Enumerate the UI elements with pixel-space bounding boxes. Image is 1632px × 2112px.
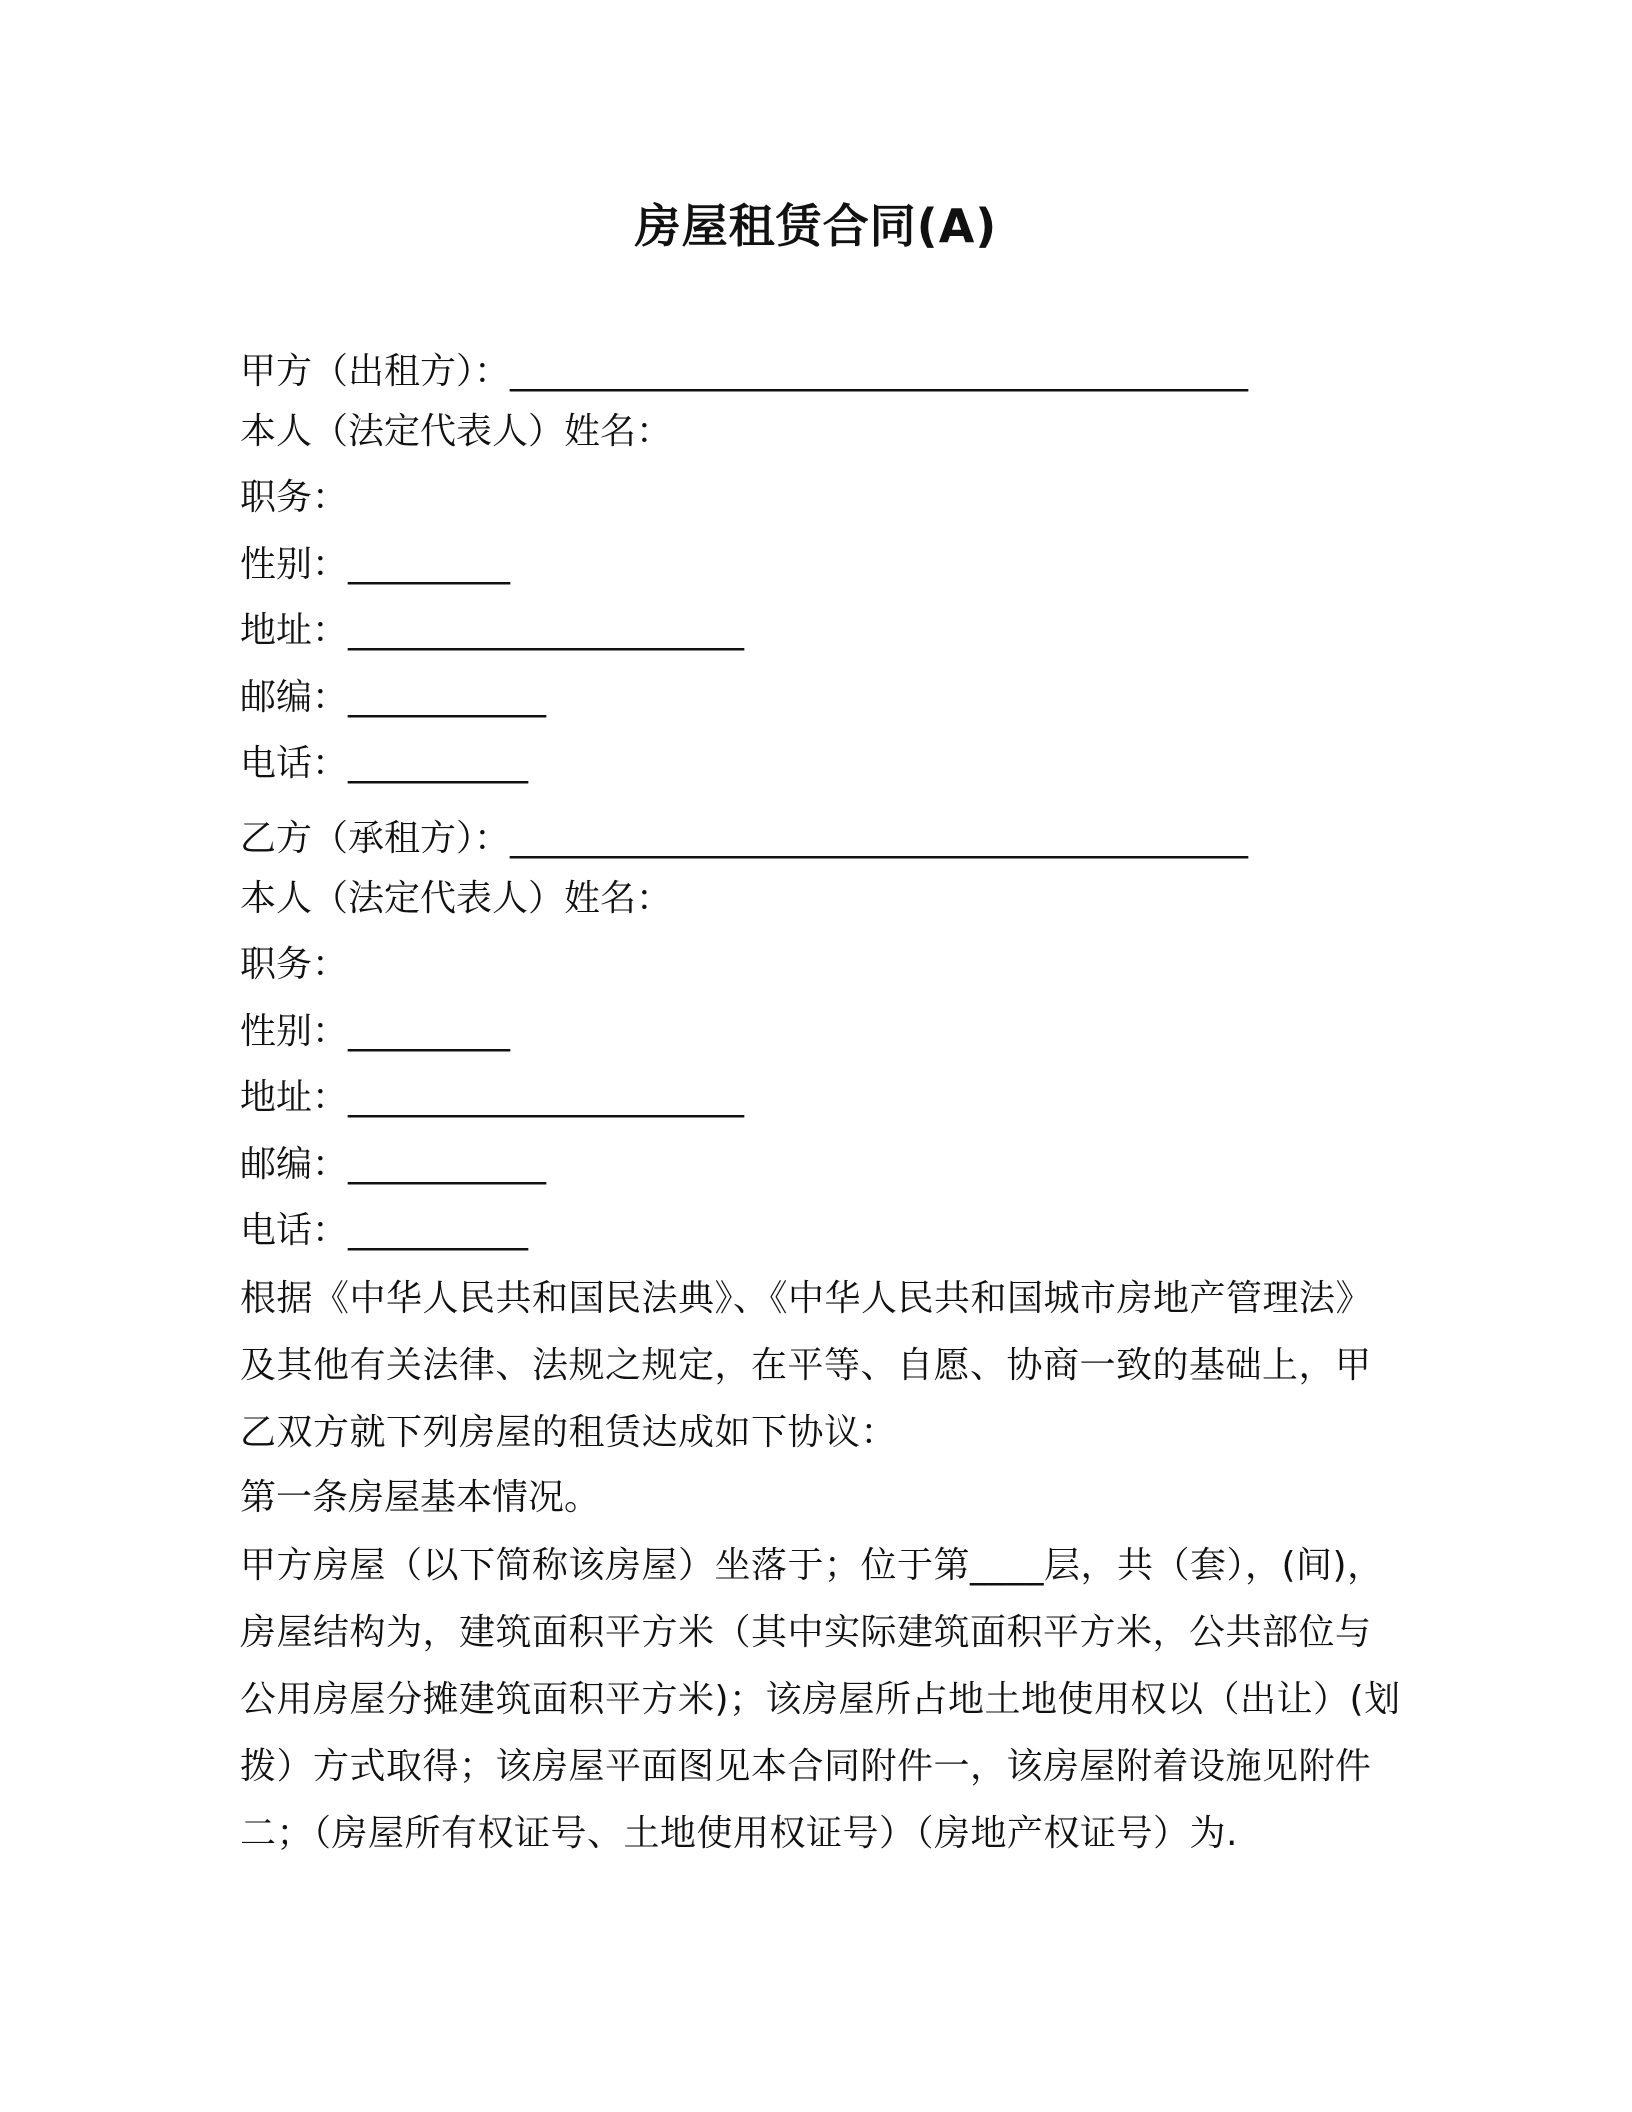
article-1-line: 房屋结构为，建筑面积平方米（其中实际建筑面积平方米，公共部位与 [240, 1612, 1372, 1653]
party-a-phone: 电话：__________ [240, 743, 529, 784]
party-b-name: 本人（法定代表人）姓名： [240, 878, 673, 919]
preamble-line: 根据《中华人民共和国民法典》、《中华人民共和国城市房地产管理法》 [240, 1278, 1373, 1319]
article-1-line: 甲方房屋（以下简称该房屋）坐落于；位于第____层，共（套），(间)， [240, 1545, 1384, 1586]
party-b-position: 职务： [240, 944, 349, 985]
party-a-position: 职务： [240, 477, 349, 518]
party-a-name: 本人（法定代表人）姓名： [240, 411, 673, 452]
preamble-paragraph [240, 1265, 1390, 1466]
document-title: 房屋租赁合同(A) [634, 199, 998, 253]
article-1-line: 公用房屋分摊建筑面积平方米)；该房屋所占地土地使用权以（出让）(划 [240, 1679, 1401, 1720]
article-1-line: 拨）方式取得；该房屋平面图见本合同附件一，该房屋附着设施见附件 [240, 1746, 1372, 1787]
party-b-postcode: 邮编：___________ [240, 1144, 547, 1185]
preamble-line: 及其他有关法律、法规之规定，在平等、自愿、协商一致的基础上，甲 [240, 1345, 1372, 1386]
preamble-line: 乙双方就下列房屋的租赁达成如下协议： [240, 1412, 898, 1453]
article-1-line: 二；（房屋所有权证号、土地使用权证号）（房地产权证号）为. [240, 1813, 1238, 1854]
party-a-postcode: 邮编：___________ [240, 677, 547, 718]
party-a-header: 甲方（出租方）：_________________________________________ [240, 351, 1249, 392]
party-b-header: 乙方（承租方）：_________________________________________ [240, 818, 1249, 859]
party-b-gender: 性别：_________ [240, 1011, 511, 1052]
party-a-address: 地址：______________________ [240, 610, 745, 651]
party-b-phone: 电话：__________ [240, 1210, 529, 1251]
party-b-address: 地址：______________________ [240, 1077, 745, 1118]
article-1-body [240, 1532, 1401, 1867]
party-a-gender: 性别：_________ [240, 544, 511, 585]
article-1-title: 第一条房屋基本情况。 [240, 1477, 601, 1518]
